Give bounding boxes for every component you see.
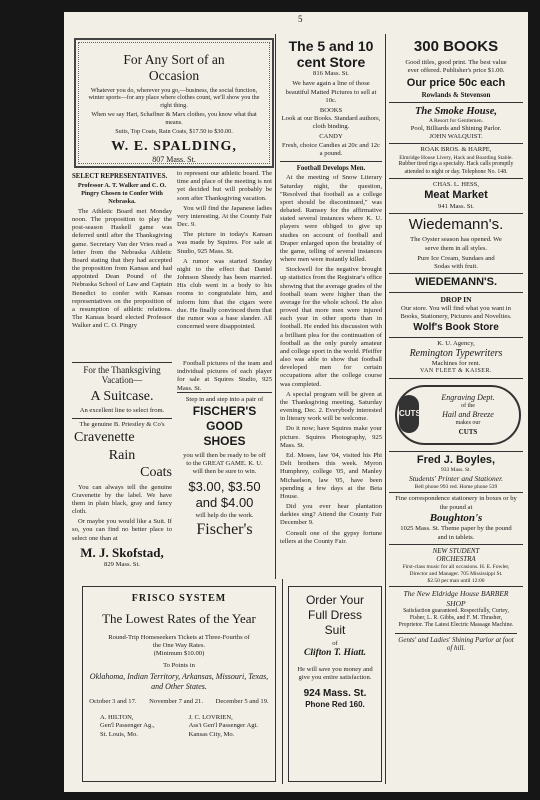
football-body-6: Did you ever hear plantation darkies sing? Attend the County Fair December 9. [280,503,382,527]
harpe-title: ROAK BROS. & HARPE, [420,146,492,154]
agent-line: A. HILTON, [99,714,134,722]
football-body-2: Stockwell for the negative brought up statistics from the Registrar's office showing that the average grades of the football team were higher than the average for the whole school. He also proved that more men were injured each year in other sports than in football. He ended his discussion with a brilliant plea for the continuation of football as the only purely amateur and college sport in the world. Pfeiffer also was able to show that football developed men for certain occupations after the college course was completed. [280,266,382,388]
hiatt-name: Clifton T. Hiatt. [304,647,366,658]
remington-rent: Machines for rent. [431,360,481,368]
spalding-address: 807 Mass. St. [152,155,196,165]
frisco-dates [83,698,275,706]
smoke-sub: A Resort for Gentlemen. [428,118,484,125]
suitcase-title: A Suitcase. [90,388,154,404]
wiedemann-title-2: WIEDEMANN'S. [389,273,523,290]
suitcase-headline: For the Thanksgiving Vacation— [83,365,161,385]
hess-name: CHAS. L. HESS, [433,180,479,188]
boyles-ad [389,451,523,493]
col2-body-5: Football pictures of the team and individual pictures of each player for sale at Squires Studio, 925 Mass. St. [177,360,272,390]
harpe-sub: Elmridge House Livery, Hack and Boarding Stable. [399,154,513,161]
fischer-ad [177,392,272,578]
hiatt-of: of [332,639,338,647]
smoke-body: Pool, Billiards and Shining Parlor. [410,125,502,133]
column-rule [275,34,276,579]
boughton-name: Boughton's [429,511,483,524]
suitcase-body-1: You can always tell the genuine Cravenette by the label. We have them in plain black, gray and fancy cloth. [72,483,172,516]
spalding-ad [74,38,274,168]
books-body: Good titles, good print. The best value ever offered. Publisher's price $1.00. [405,58,507,74]
frisco-ad [82,586,276,782]
select-title: SELECT REPRESENTATIVES. [72,173,168,180]
col2-body-3: The picture in today's Kansan was made by Squires. For sale at Studio, 925 Mass. St. [177,231,272,255]
col2-body-1: to represent our athletic board. The time and place of the meeting is not yet decided but will probably be soon after Thanksgiving vacation. [177,170,272,202]
football-body-1: At the meeting of Snow Literary Saturday night, the question, "Resolved that football as a college sport should be discontinued," was debated. Ramsey for the affirmative stated several instances where K. U. players were obliged to give up studies on account of football and Draper enlarged upon the brutality of the game, telling of several instances where men were instantly killed. [280,174,382,264]
spalding-headline: For Any Sort of an [123,52,225,67]
smoke-house-ad [389,102,523,143]
orchestra-body: First-class music for all occasions. H. E. Fowler, Director and Manager. 705 Mississippi St. [402,564,510,577]
frisco-title: FRISCO SYSTEM [131,593,227,604]
cuts-left-label: CUTS [399,395,419,433]
boughton-line: Fine correspondence stationery in boxes or by the pound at [395,495,517,511]
frisco-to-points: To Points in [163,662,195,670]
agent-line: Gen'l Passenger Ag., [99,722,155,730]
wiedemann-title: Wiedemann's. [408,215,504,233]
rain-label: Rain [108,447,136,463]
agent-line: Ass't Gen'l Passenger Agt. [188,722,259,730]
skofstad-address: 829 Mass. St. [104,560,140,568]
fischer-line: Step in and step into a pair of [185,396,264,403]
fischer-price-2: and $4.00 [195,495,254,511]
frisco-minimum: (Minimum $10.00) [153,649,205,657]
frisco-agents [83,714,275,739]
spalding-prices: Suits, Top Coats, Rain Coats, $17.50 to $30.00. [115,128,233,136]
hiatt-line-2: Full Dress [307,607,362,622]
agent-line: St. Louis, Mo. [99,730,138,738]
column-4 [389,38,523,788]
cravenette-label: Cravenette [74,430,135,446]
orchestra-ad [389,544,523,587]
books-price: Our price 50c each [406,76,506,89]
column-1 [72,170,172,360]
column-3 [280,38,382,578]
store-address: 816 Mass. St. [313,70,349,78]
frisco-agent-1 [100,714,155,739]
hiatt-ad [288,586,382,782]
wolf-ad [389,292,523,337]
select-subtitle: Professor A. T. Walker and C. O. Pingry Chosen to Confer With Nebraska. [77,182,167,206]
smoke-title: The Smoke House, [415,106,497,118]
football-body-3: A special program will be given at the Thanksgiving meeting, Saturday evening, Dec. 2. Everybody interested in literary work will be welcome. [280,390,382,423]
fischer-price-1: $3.00, $3.50 [188,479,261,495]
column-2-lower [177,360,272,390]
cuts-line-3: Hail and Breeze [442,410,494,420]
cuts-line-5: CUTS [458,427,478,436]
spalding-name: W. E. SPALDING, [111,139,237,155]
cuts-emblem [395,385,521,445]
store-body-3: Fresh, choice Candies at 20c and 12c a pound. [280,142,382,162]
orchestra-title-2: ORCHESTRA [436,555,476,564]
barber-body: Satisfaction guaranteed. Respectfully, Curtey, Fisher, L. R. Gibbs, and F. M. Thrasher, Proprietor. The Latest Electric Massage Machine. [398,608,514,629]
hess-title: Meat Market [424,188,488,201]
books-title: 300 BOOKS [413,38,499,55]
frisco-agent-2 [189,714,258,739]
skofstad-ad [72,362,172,578]
wiedemann-body-1: The Oyster season has opened. We serve them in all styles. [410,236,502,252]
page-number: 5 [298,14,303,24]
orchestra-price: $2.50 per man until 12:00 [427,577,485,584]
barber-ad [389,586,523,655]
suitcase-subline: An excellent line to select from. [79,407,165,415]
barber-title: The New Eldridge House BARBER SHOP [403,589,509,608]
spalding-line: When we say Hart, Schaffner & Marx clothes, you know what that means. [91,111,257,126]
livery-ad [389,143,523,177]
harpe-body: Rubber tired rigs a specialty. Hack calls promptly attended to night or day. Telephone No. 148. [398,161,514,175]
column-rule [385,34,386,784]
wolf-body: Our store. You will find what you want in Books, Stationery, Pictures and Novelties. [400,304,512,321]
meat-market-ad [389,178,523,213]
frisco-date: October 3 and 17. [89,698,137,705]
boughton-ad [389,492,523,543]
smoke-name: JOHN WALQUIST. [429,133,483,141]
store-body-1: We have again a line of those beautiful Matted Pictures to sell at 10c. [285,80,377,104]
wiedemann-body-2: Pure Ice Cream, Sundaes and Sodas with fruit. [417,254,495,270]
remington-ad [389,337,523,378]
store-books: BOOKS [319,106,343,114]
store-candy: CANDY [319,133,343,141]
column-2 [177,170,272,360]
wiedemann-ad [389,213,523,292]
col2-body-2: You will find the Japanese ladies very interesting. At the County Fair Dec. 9. [177,204,272,229]
boughton-body: 1025 Mass. St. Theme paper by the pound and in tablets. [400,525,512,541]
newspaper-page [64,12,528,792]
fischer-body: you will then be ready to be off to the GREAT GAME. K. U. will then be sure to win. [183,451,266,476]
remington-title: Remington Typewriters [409,347,503,359]
coats-label: Coats [140,465,172,481]
wolf-drop-in: DROP IN [440,294,472,304]
remington-name: VAN FLEET & KAISER. [420,368,492,375]
spalding-headline-2: Occasion [148,67,200,83]
suitcase-body-2: Or maybe you would like a Suit. If so, you can find no better place to select one than at [72,518,172,542]
frisco-line: Round-Trip Homeseekers Tickets at Three-Fourths of the One Way Rates. [108,633,250,649]
cuts-line-2: of the [461,402,475,409]
football-body-7: Consult one of the gypsy fortune tellers at the County Fair. [280,529,382,545]
boyles-title: Students' Printer and Stationer. [408,474,504,484]
cuts-line-4: makes our [455,420,481,427]
col2-body-4: A rumor was started Sunday night to the effect that Daniel Johnson Sheedy has been married. His club went in a body to his rooms to congratulate him, and inform him that the cigars were due. He finally convinced them that the rumor was a base slander. All concerned were disappointed. [177,257,272,331]
agent-line: J. C. LOVRIEN, [188,714,233,722]
fischer-shoes: SHOES [203,433,246,448]
hiatt-line-1: Order Your [305,593,365,607]
hiatt-body: He will save you money and give you entire satisfaction. [297,665,373,681]
hiatt-phone: Phone Red 160. [305,700,365,710]
fischer-good: GOOD [206,419,243,434]
frisco-date: November 7 and 21. [149,698,203,705]
hiatt-line-3: Suit [324,622,346,637]
spalding-body: Whatever you do, wherever you go,—business, the social function, winter sports—for any place where clothes count, we'll show you the right thing. [88,87,260,109]
cuts-line-1: Engraving Dept. [441,392,495,402]
fischer-help: will help do the work. [195,511,254,519]
agent-line: Kansas City, Mo. [188,730,235,738]
cuts-ad [389,378,523,451]
skofstad-name: M. J. Skofstad, [80,544,164,560]
select-body: The Athletic Board met Monday noon. The proposition to play the post-season Haskell game was deferred until after the Thanksgiving game. Secretary Van der Vries read a letter from the Nebraska Athletic Board stating that they had accepted the proposition from Kansas and had appointed Dean Pound of the Nebraska School of Law and Captain Benedict to confer with Kansas representatives on the proposition of a resumption of athletic relations. The Kansas board elected Professor Walker and C. O. Pingry [72,207,172,330]
frisco-date: December 5 and 19. [215,698,269,705]
fischer-name: FISCHER'S [192,404,257,419]
books-name: Rowlands & Stevenson [421,90,491,99]
frisco-states: Oklahoma, Indian Territory, Arkansas, Missouri, Texas, and Other States. [89,672,269,692]
football-title: Football Develops Men. [296,164,366,172]
boyles-phones: Bell phone 993 red. Home phone 539 [414,483,498,490]
orchestra-title-1: NEW STUDENT [432,546,480,555]
wolf-name: Wolf's Book Store [413,322,499,334]
boyles-address: 933 Mass. St. [441,467,471,474]
suitcase-genuine: The genuine B. Priestley & Co's [72,418,172,429]
hess-address: 941 Mass. St. [438,202,474,210]
hiatt-address: 924 Mass. St. [303,687,367,699]
football-body-5: Ed. Moses, law '04, visited his Phi Delt brothers this week. Myron Humphrey, college '05, and Manley Michaelson, law '05, have been spending a few days at the Beta House. [280,452,382,500]
column-rule [282,579,283,784]
football-body-4: Do it now; have Squires make your picture. Squires Photography, 925 Mass. St. [280,425,382,449]
store-body-2: Look at our Books. Standard authors, cloth binding. [281,115,381,131]
remington-agency: K. U. Agency, [437,339,475,347]
frisco-headline: The Lowest Rates of the Year [102,611,256,627]
fischer-sign: Fischer's [196,520,253,538]
barber-footer: Gents' and Ladies' Shining Parlor at foot of hill. [395,633,517,653]
store-title: The 5 and 10 cent Store [288,38,374,71]
boyles-name: Fred J. Boyles, [416,453,496,466]
